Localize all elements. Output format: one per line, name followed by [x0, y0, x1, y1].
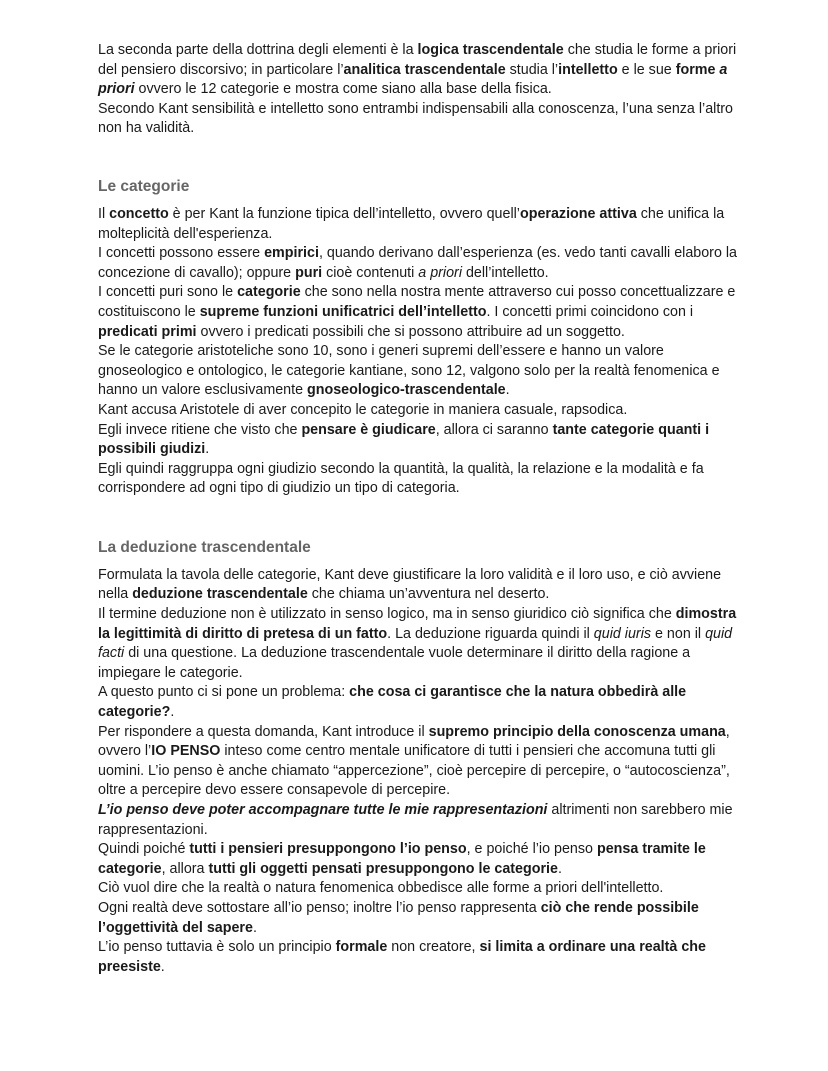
text-run: di una questione. La deduzione trascendentale vuole determinare il diritto della ragione a impiegare le categorie. — [98, 645, 691, 681]
bold-text: concetto — [109, 205, 169, 222]
text-run: . — [505, 382, 510, 399]
text-run: I concetti puri sono le — [98, 284, 238, 301]
text-run: La seconda parte della dottrina degli elementi è la — [98, 42, 418, 58]
text-run: studia l’ — [505, 61, 559, 78]
bold-text: intelletto — [558, 61, 618, 78]
bold-text: supreme funzioni unificatrici dell’intelletto — [199, 303, 487, 320]
text-run: Egli quindi raggruppa ogni giudizio secondo la quantità, la qualità, la relazione e la modalità e fa corrispondere ad ogni tipo di giudizio un tipo di categoria. — [98, 460, 704, 497]
bold-text: puri — [295, 264, 323, 281]
bold-text: operazione attiva — [519, 205, 637, 222]
paragraph — [98, 244, 748, 283]
bold-text: forme — [675, 61, 720, 78]
bold-text: pensare è giudicare — [301, 421, 436, 438]
paragraph — [98, 342, 748, 401]
text-run: , e poiché l’io penso — [466, 841, 597, 858]
text-run: I concetti possono essere — [98, 245, 265, 262]
bold-text: logica trascendentale — [417, 42, 564, 58]
text-run: che unifica la molteplicità dell'esperienza. — [98, 205, 725, 242]
intro-block — [98, 41, 748, 139]
text-run: . — [160, 958, 165, 975]
bold-text: supremo principio della conoscenza umana — [428, 723, 726, 740]
paragraph — [98, 205, 748, 244]
text-run: Formulata la tavola delle categorie, Kant deve giustificare la loro validità e il loro uso, e ciò avviene nella — [98, 566, 722, 603]
text-run: dell’intelletto. — [462, 264, 549, 281]
paragraph — [98, 100, 748, 139]
text-run: , ovvero l’ — [98, 723, 730, 760]
bold-text: ciò che rende possibile l’oggettività del sapere — [98, 899, 699, 936]
text-run: . — [557, 860, 562, 877]
text-run: . — [252, 919, 257, 936]
text-run: , quando derivano dall’esperienza (es. vedo tanti cavalli elaboro la concezione di cavallo); oppure — [98, 245, 737, 281]
text-run: non creatore, — [387, 939, 480, 956]
section-body-categorie — [98, 205, 748, 499]
text-run: , allora — [161, 860, 209, 877]
text-run: che sono nella nostra mente attraverso cui posso concettualizzare e costituiscono le — [98, 284, 736, 320]
text-run: ovvero le 12 categorie e mostra come siano alla base della fisica. — [134, 81, 552, 98]
bold-text: dimostra la legittimità di diritto di pretesa di un fatto — [98, 606, 737, 642]
bold-text: categorie — [237, 284, 301, 301]
paragraph — [98, 41, 748, 100]
bold-text: tante categorie quanti i possibili giudizi — [98, 421, 710, 458]
bold-text: empirici — [264, 245, 319, 262]
paragraph — [98, 899, 748, 938]
text-run: e non il — [651, 625, 706, 642]
text-run: A questo punto ci si pone un problema: — [98, 684, 350, 701]
text-run: cioè contenuti — [322, 264, 419, 281]
paragraph — [98, 605, 748, 683]
text-run: è per Kant la funzione tipica dell’intelletto, ovvero quell’ — [168, 205, 520, 222]
text-run: , allora ci saranno — [435, 421, 553, 438]
text-run: Secondo Kant sensibilità e intelletto sono entrambi indispensabili alla conoscenza, l’una senza l’altro non ha validità. — [98, 100, 734, 137]
text-run: Il — [98, 205, 110, 222]
paragraph — [98, 421, 748, 460]
bold-text: IO PENSO — [151, 743, 221, 760]
paragraph — [98, 566, 748, 605]
text-run: altrimenti non sarebbero mie rappresentazioni. — [98, 802, 733, 838]
bold-text: analitica trascendentale — [343, 61, 506, 78]
text-run: ovvero i predicati possibili che si possono attribuire ad un soggetto. — [196, 323, 625, 340]
text-run: Ciò vuol dire che la realtà o natura fenomenica obbedisce alle forme a priori dell'intelletto. — [98, 880, 664, 897]
bold-text: formale — [335, 939, 388, 956]
bold-text: si limita a ordinare una realtà che preesiste — [98, 939, 706, 975]
section-heading-categorie: Le categorie — [98, 177, 190, 195]
bold-text: L’io penso deve poter accompagnare tutte le mie rappresentazioni — [98, 802, 548, 818]
bold-text: deduzione trascendentale — [132, 586, 308, 603]
text-run: inteso come centro mentale unificatore di tutti i pensieri che accomuna tutti gli uomini. L’io penso è anche chiamato “appercezione”, cioè percepire di percepire, o “autocoscienza”, oltre a percepire devo essere consapevole di percepire. — [98, 743, 730, 799]
bold-text: a priori — [98, 61, 728, 98]
text-run: Egli invece ritiene che visto che — [98, 421, 302, 438]
paragraph — [98, 683, 748, 722]
bold-text: gnoseologico-trascendentale — [307, 382, 506, 399]
paragraph — [98, 840, 748, 879]
text-run: . La deduzione riguarda quindi il — [387, 625, 594, 642]
paragraph — [98, 283, 748, 342]
paragraph — [98, 938, 748, 977]
text-run: Kant accusa Aristotele di aver concepito le categorie in maniera casuale, rapsodica. — [98, 401, 628, 418]
section-heading-deduzione: La deduzione trascendentale — [98, 538, 311, 556]
section-body-deduzione — [98, 566, 748, 977]
text-run: Ogni realtà deve sottostare all’io penso; inoltre l’io penso rappresenta — [98, 899, 541, 916]
italic-text: quid iuris — [593, 625, 652, 642]
text-run: Per rispondere a questa domanda, Kant introduce il — [98, 723, 429, 740]
bold-text: che cosa ci garantisce che la natura obbedirà alle categorie? — [98, 684, 687, 721]
text-run: L’io penso tuttavia è solo un principio — [98, 939, 336, 956]
text-run: . I concetti primi coincidono con i — [486, 303, 694, 320]
text-run: che chiama un’avventura nel deserto. — [307, 586, 550, 603]
paragraph — [98, 879, 748, 899]
italic-text: quid facti — [98, 625, 733, 662]
bold-text: tutti gli oggetti pensati presuppongono le categorie — [208, 860, 558, 877]
paragraph — [98, 801, 748, 840]
text-run: . — [205, 441, 210, 458]
bold-text: predicati primi — [98, 323, 197, 340]
text-run: Il termine deduzione non è utilizzato in senso logico, ma in senso giuridico ciò significa che — [98, 606, 676, 623]
bold-text: tutti i pensieri presuppongono l’io penso — [189, 841, 467, 858]
text-run: Se le categorie aristoteliche sono 10, sono i generi supremi dell’essere e hanno un valore gnoseologico e ontologico, le categorie kantiane, sono 12, valgono solo per la realtà fenomenica e hanno un valore esclusivamente — [98, 343, 720, 399]
document-page — [98, 41, 748, 977]
text-run: e le sue — [617, 61, 676, 78]
paragraph — [98, 401, 748, 421]
bold-text: pensa tramite le categorie — [98, 841, 706, 877]
paragraph — [98, 460, 748, 499]
text-run: Quindi poiché — [98, 841, 190, 858]
italic-text: a priori — [418, 264, 462, 281]
text-run: che studia le forme a priori del pensiero discorsivo; in particolare l’ — [98, 42, 737, 78]
text-run: . — [170, 704, 175, 721]
paragraph — [98, 723, 748, 801]
